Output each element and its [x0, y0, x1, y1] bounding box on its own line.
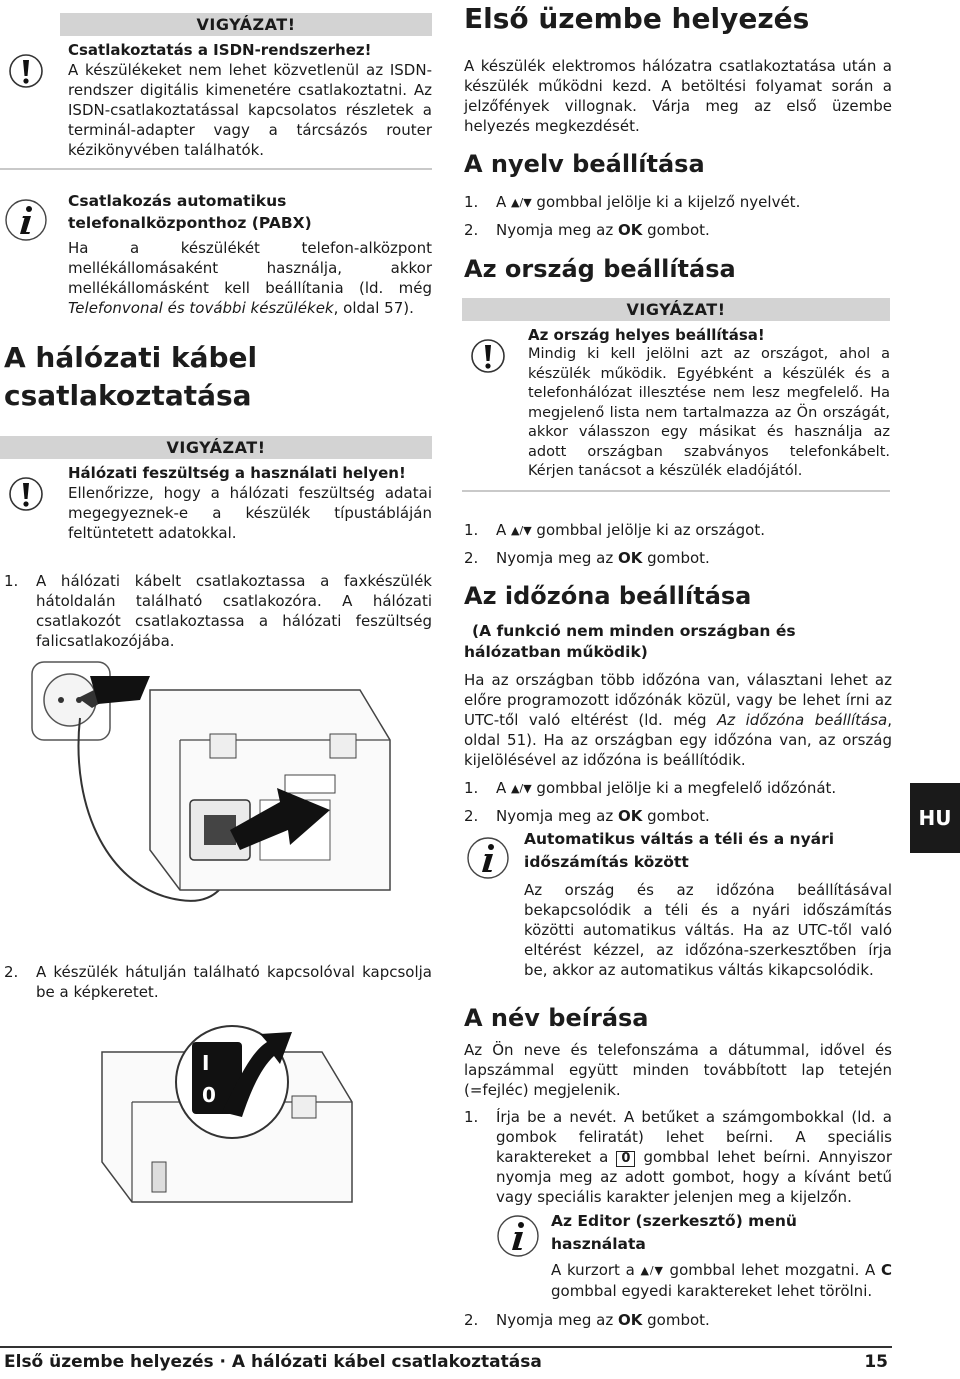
step-number: 2.: [464, 807, 479, 825]
step-text: gombot.: [642, 549, 710, 567]
step-text: gombbal jelölje ki a megfelelő időzónát.: [531, 779, 837, 797]
step-number: 1.: [464, 193, 479, 211]
step-text: gombot.: [642, 221, 710, 239]
step-text: Nyomja meg az: [496, 221, 618, 239]
list-item: [464, 520, 892, 541]
step-text: gombot.: [642, 807, 710, 825]
c-key-label: C: [880, 1261, 892, 1279]
info-editor: [492, 1210, 892, 1301]
footer-title: Első üzembe helyezés · A hálózati kábel csatlakoztatása: [4, 1352, 542, 1372]
section-heading-power-cable: A hálózati kábel csatlakoztatása: [4, 341, 258, 412]
warning-title: Az ország helyes beállítása!: [528, 326, 765, 344]
up-down-arrow-icon: ▲/▼: [511, 782, 532, 795]
list-item: [464, 192, 892, 213]
step-number: 1.: [464, 1108, 479, 1126]
warning-text: A készülékeket nem lehet közvetlenül az ISDN-rendszer digitális kimenetére csatlakoztatni. Az ISDN-csatlakoztatással kapcsolatos részletek a terminál-adapter vagy a tárcsázós router kézikönyvében találhatók.: [68, 61, 432, 159]
ok-key-label: OK: [617, 549, 643, 567]
info-text-part: gombbal lehet mozgatni. A: [663, 1261, 881, 1279]
info-title: Automatikus váltás a téli és a nyári időszámítás között: [524, 830, 835, 871]
warning-heading: VIGYÁZAT!: [462, 298, 890, 321]
first-setup-text: A készülék elektromos hálózatra csatlakoztatása után a készülék működni kezd. A betöltési folyamat során a jelzőfények villognak. Várja meg az első üzembe helyezés megkezdését.: [464, 57, 892, 135]
warning-heading: VIGYÁZAT!: [60, 13, 432, 36]
country-steps: [464, 520, 892, 568]
info-text: Az ország és az időzóna beállításával bekapcsolódik a téli és a nyári időszámítás közötti automatikus váltás. Ha az UTC-től való eltérést kézzel, az időzóna-szerkesztőben írja be, akkor az automatikus váltás kikapcsolódik.: [524, 881, 892, 979]
step-text: A: [496, 193, 512, 211]
power-cable-illustration: [30, 660, 420, 950]
switch-on-label: I: [202, 1051, 210, 1075]
ok-key-label: OK: [617, 807, 643, 825]
step-number: 2.: [4, 963, 19, 981]
info-text-part: Ha a készülékét telefon-alközpont mellékállomásaként használja, akkor mellékállomásként kell beállítania (ld. még: [68, 239, 432, 297]
section-heading-first-setup: Első üzembe helyezés: [464, 2, 810, 35]
exclamation-icon: [470, 338, 506, 374]
step-confirm-name: [464, 1310, 892, 1330]
section-heading-timezone: Az időzóna beállítása: [464, 582, 752, 610]
step-number: 2.: [464, 221, 479, 239]
power-switch-illustration: [92, 1012, 392, 1212]
warning-text: Mindig ki kell jelölni azt az országot, ahol a készülék működik. Egyébként a készülék és a telefonhálózat illesztése nem lesz megfelelő. Ha megjelenő lista nem tartalmazza az Ön országát, akkor válasszon egy másikat és használja az adott országban szabványos telefonkábelt. Kérjen tanácsot a készülék eladójától.: [528, 346, 890, 479]
step-text: gombot.: [642, 1311, 710, 1329]
warning-country: [462, 298, 890, 492]
step-number: 1.: [464, 779, 479, 797]
step-text: gombbal lehet beírni. Annyiszor nyomja meg az adott gombot, hogy a kívánt betű vagy speciális karakter jelenjen meg a kijelzőn.: [496, 1148, 893, 1206]
timezone-text: [464, 670, 892, 770]
info-icon: [466, 836, 510, 880]
section-heading-country: Az ország beállítása: [464, 255, 736, 283]
page-number: 15: [864, 1352, 888, 1372]
info-text-part: A kurzort a: [551, 1261, 641, 1279]
timezone-text-part: , oldal 51). Ha az országban egy időzóna van, az ország kijelölésével az időzóna is beállítódik.: [464, 711, 893, 769]
step-text: Nyomja meg az: [496, 1311, 618, 1329]
step-text: Írja be a nevét. A betűket a számgombokkal (ld. a gombok feliratát) lehet beírni. A speciális karaktereket a: [496, 1108, 892, 1166]
step-switch-on: [4, 962, 432, 1002]
step-number: 2.: [464, 1311, 479, 1329]
switch-off-label: 0: [202, 1083, 216, 1107]
language-steps: [464, 192, 892, 240]
timezone-text-reference: Az időzóna beállítása: [717, 711, 888, 729]
timezone-text-part: Ha az országban több időzóna van, választani lehet az előre programozott időzónák közül, vagy be lehet írni az UTC-től való eltérést (ld. még: [464, 671, 892, 729]
step-number: 2.: [464, 549, 479, 567]
info-text-part: gombbal egyedi karaktereket lehet törölni.: [551, 1282, 873, 1300]
exclamation-icon: [8, 476, 44, 512]
name-text: Az Ön neve és telefonszáma a dátummal, idővel és lapszámmal együtt minden továbbított lap tetején (=fejléc) megjelenik.: [464, 1041, 892, 1099]
step-enter-name: [464, 1107, 892, 1207]
up-down-arrow-icon: ▲/▼: [511, 196, 532, 209]
warning-isdn: [0, 13, 432, 170]
ok-key-label: OK: [617, 221, 643, 239]
warning-text: Ellenőrizze, hogy a hálózati feszültség adatai megegyeznek-e a készülék típustábláján feltüntetett adatokkal.: [68, 484, 432, 542]
step-text: Nyomja meg az: [496, 807, 618, 825]
info-icon: [4, 198, 48, 242]
info-icon: [496, 1214, 540, 1258]
step-text: gombbal jelölje ki az országot.: [531, 521, 766, 539]
info-title: Az Editor (szerkesztő) menü használata: [551, 1212, 797, 1253]
step-text: A: [496, 521, 512, 539]
up-down-arrow-icon: ▲/▼: [640, 1264, 664, 1277]
info-dst: [462, 828, 892, 980]
info-text: [551, 1260, 892, 1301]
warning-title: Hálózati feszültség a használati helyen!: [68, 464, 406, 482]
warning-voltage: [0, 436, 432, 551]
language-tab: HU: [910, 783, 960, 853]
step-text: A készülék hátulján található kapcsolóval kapcsolja be a képkeretet.: [36, 963, 432, 1001]
step-number: 1.: [464, 521, 479, 539]
list-item: [464, 548, 892, 568]
page-footer: [0, 1352, 890, 1376]
zero-key-icon: 0: [616, 1151, 635, 1167]
footer-rule: [0, 1346, 892, 1348]
timezone-steps: [464, 778, 892, 826]
section-heading-name: A név beírása: [464, 1004, 649, 1032]
info-text-part: , oldal 57).: [333, 299, 414, 317]
step-text: Nyomja meg az: [496, 549, 618, 567]
warning-title: Csatlakoztatás a ISDN-rendszerhez!: [68, 41, 372, 59]
step-connect-cable: [4, 571, 432, 651]
list-item: [464, 806, 892, 826]
up-down-arrow-icon: ▲/▼: [511, 524, 532, 537]
step-text: A hálózati kábelt csatlakoztassa a faxkészülék hátoldalán található csatlakozóra. A hálózati csatlakozót csatlakoztassa a hálózati feszültség falicsatlakozójába.: [36, 572, 432, 650]
info-pabx: [0, 190, 432, 318]
timezone-note: (A funkció nem minden országban és hálózatban működik): [464, 622, 796, 661]
step-text: gombbal jelölje ki a kijelző nyelvét.: [531, 193, 801, 211]
ok-key-label: OK: [617, 1311, 643, 1329]
info-title: Csatlakozás automatikus telefonalközponthoz (PABX): [68, 192, 312, 232]
step-number: 1.: [4, 572, 19, 590]
section-heading-language: A nyelv beállítása: [464, 150, 705, 178]
info-text: [68, 238, 432, 318]
warning-heading: VIGYÁZAT!: [0, 436, 432, 459]
exclamation-icon: [8, 53, 44, 89]
step-text: A: [496, 779, 512, 797]
list-item: [464, 778, 892, 799]
info-text-reference: Telefonvonal és további készülékek: [68, 299, 334, 317]
list-item: [464, 220, 892, 240]
